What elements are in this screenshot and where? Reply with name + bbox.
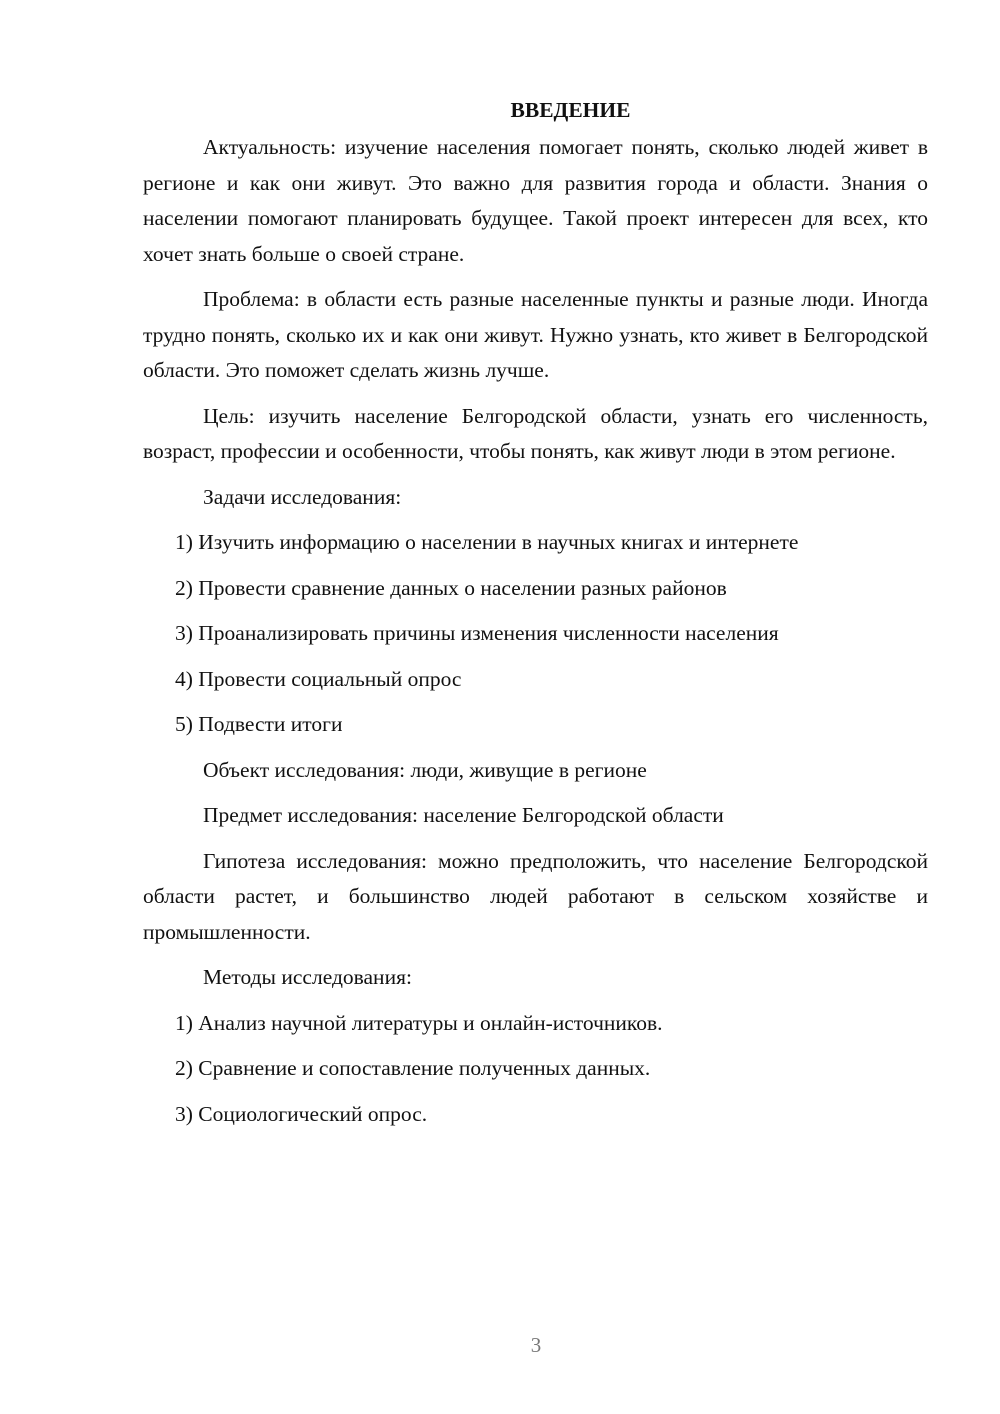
methods-heading: Методы исследования: (203, 965, 412, 989)
object-line: Объект исследования: люди, живущие в регионе (203, 757, 647, 782)
relevance-paragraph: Актуальность: изучение населения помогает понять, сколько людей живет в регионе и как они живут. Это важно для развития города и области. Знания о населении помогают планировать будущее. Такой проект интересен для всех, кто хочет знать больше о своей стране. (143, 135, 928, 266)
task-item: 5) Подвести итоги (175, 712, 343, 736)
task-item: 2) Провести сравнение данных о населении разных районов (175, 575, 727, 600)
tasks-heading: Задачи исследования: (203, 484, 402, 509)
hypothesis-paragraph: Гипотеза исследования: можно предположить, что население Белгородской области растет, и большинство людей работают в сельском хозяйстве и промышленности. (143, 848, 928, 944)
page-content (143, 92, 928, 1142)
task-item: 1) Изучить информацию о населении в научных книгах и интернете (175, 530, 799, 554)
problem-paragraph: Проблема: в области есть разные населенные пункты и разные люди. Иногда трудно понять, сколько их и как они живут. Нужно узнать, кто живет в Белгородской области. Это поможет сделать жизнь лучше. (143, 287, 928, 382)
method-item: 3) Социологический опрос. (175, 1101, 428, 1126)
page-number: 3 (530, 1333, 542, 1357)
section-title: ВВЕДЕНИЕ (510, 98, 631, 122)
goal-paragraph: Цель: изучить население Белгородской области, узнать его численность, возраст, профессии и особенности, чтобы понять, как живут люди в этом регионе. (143, 403, 928, 463)
task-item: 3) Проанализировать причины изменения численности населения (175, 621, 779, 645)
method-item: 2) Сравнение и сопоставление полученных данных. (175, 1056, 651, 1080)
method-item: 1) Анализ научной литературы и онлайн-источников. (175, 1010, 663, 1035)
task-item: 4) Провести социальный опрос (175, 666, 462, 691)
subject-line: Предмет исследования: население Белгородской области (203, 803, 724, 827)
